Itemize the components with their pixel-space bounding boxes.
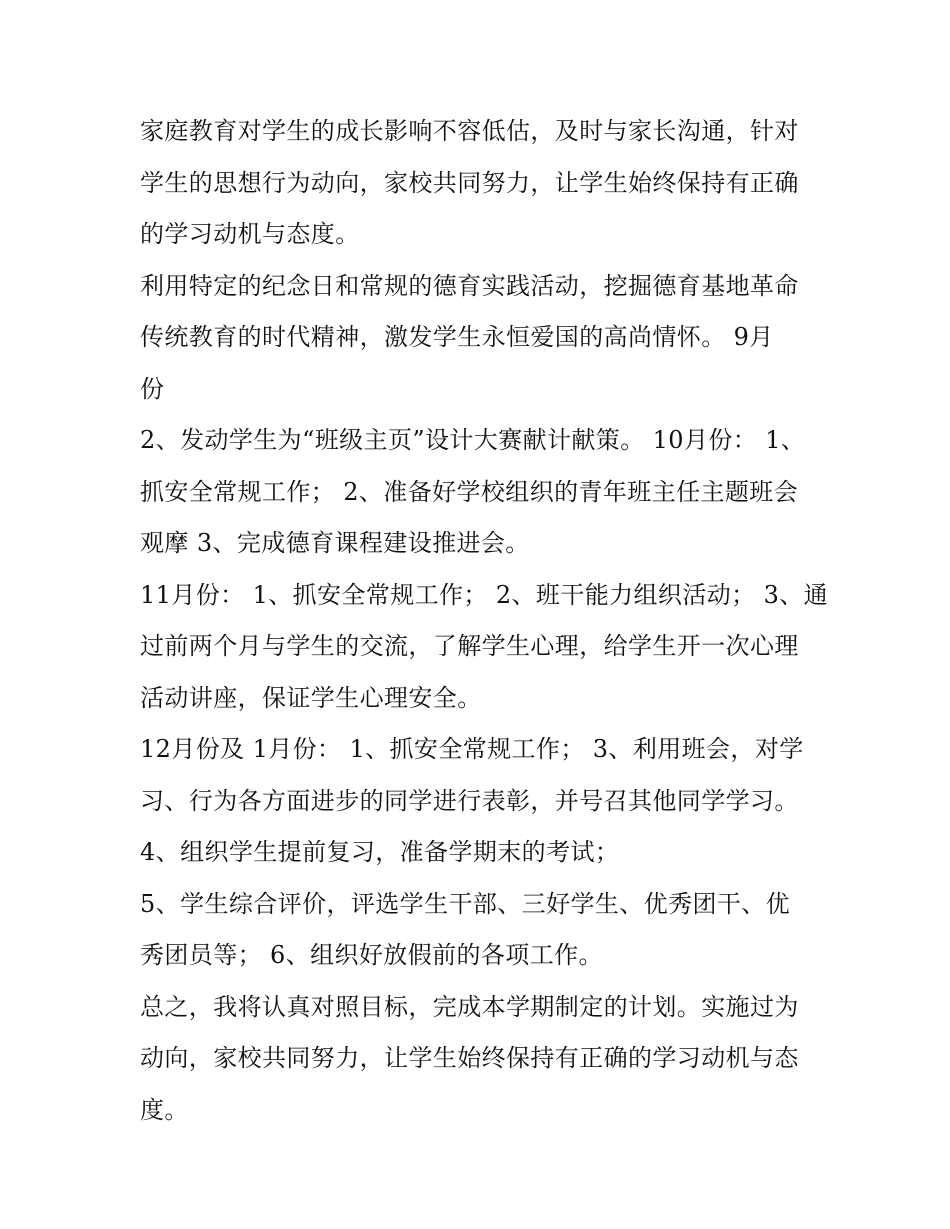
text-line: 度。 xyxy=(140,1095,189,1124)
text-line: 总之，我将认真对照目标，完成本学期制定的计划。实施过为 xyxy=(140,992,799,1021)
text-line: 传统教育的时代精神，激发学生永恒爱国的高尚情怀。 9月 xyxy=(140,323,774,351)
text-line: 的学习动机与态度。 xyxy=(140,220,360,248)
text-line: 秀团员等； 6、组织好放假前的各项工作。 xyxy=(140,941,603,969)
text-line: 5、学生综合评价，评选学生干部、三好学生、优秀团干、优 xyxy=(140,889,791,918)
text-line: 活动讲座，保证学生心理安全。 xyxy=(140,683,482,712)
text-line: 家庭教育对学生的成长影响不容低估，及时与家长沟通，针对 xyxy=(140,117,799,145)
text-line: 2、发动学生为“班级主页”设计大赛献计献策。 10月份： 1、 xyxy=(140,426,806,454)
text-line: 12月份及 1月份： 1、抓安全常规工作； 3、利用班会，对学 xyxy=(140,735,804,763)
text-line: 利用特定的纪念日和常规的德育实践活动，挖掘德育基地革命 xyxy=(140,271,799,300)
text-line: 份 xyxy=(140,374,165,403)
text-line: 习、行为各方面进步的同学进行表彰，并号召其他同学学习。 xyxy=(140,786,799,815)
text-line: 抓安全常规工作； 2、准备好学校组织的青年班主任主题班会 xyxy=(140,477,799,506)
text-line: 观摩 3、完成德育课程建设推进会。 xyxy=(140,529,530,557)
text-line: 11月份： 1、抓安全常规工作； 2、班干能力组织活动； 3、通 xyxy=(140,580,829,609)
text-line: 4、组织学生提前复习，准备学期末的考试； xyxy=(140,838,620,866)
text-line: 动向，家校共同努力，让学生始终保持有正确的学习动机与态 xyxy=(140,1044,799,1072)
text-line: 学生的思想行为动向，家校共同努力，让学生始终保持有正确 xyxy=(140,168,799,197)
document-body xyxy=(140,106,829,1136)
text-line: 过前两个月与学生的交流，了解学生心理，给学生开一次心理 xyxy=(140,632,799,660)
